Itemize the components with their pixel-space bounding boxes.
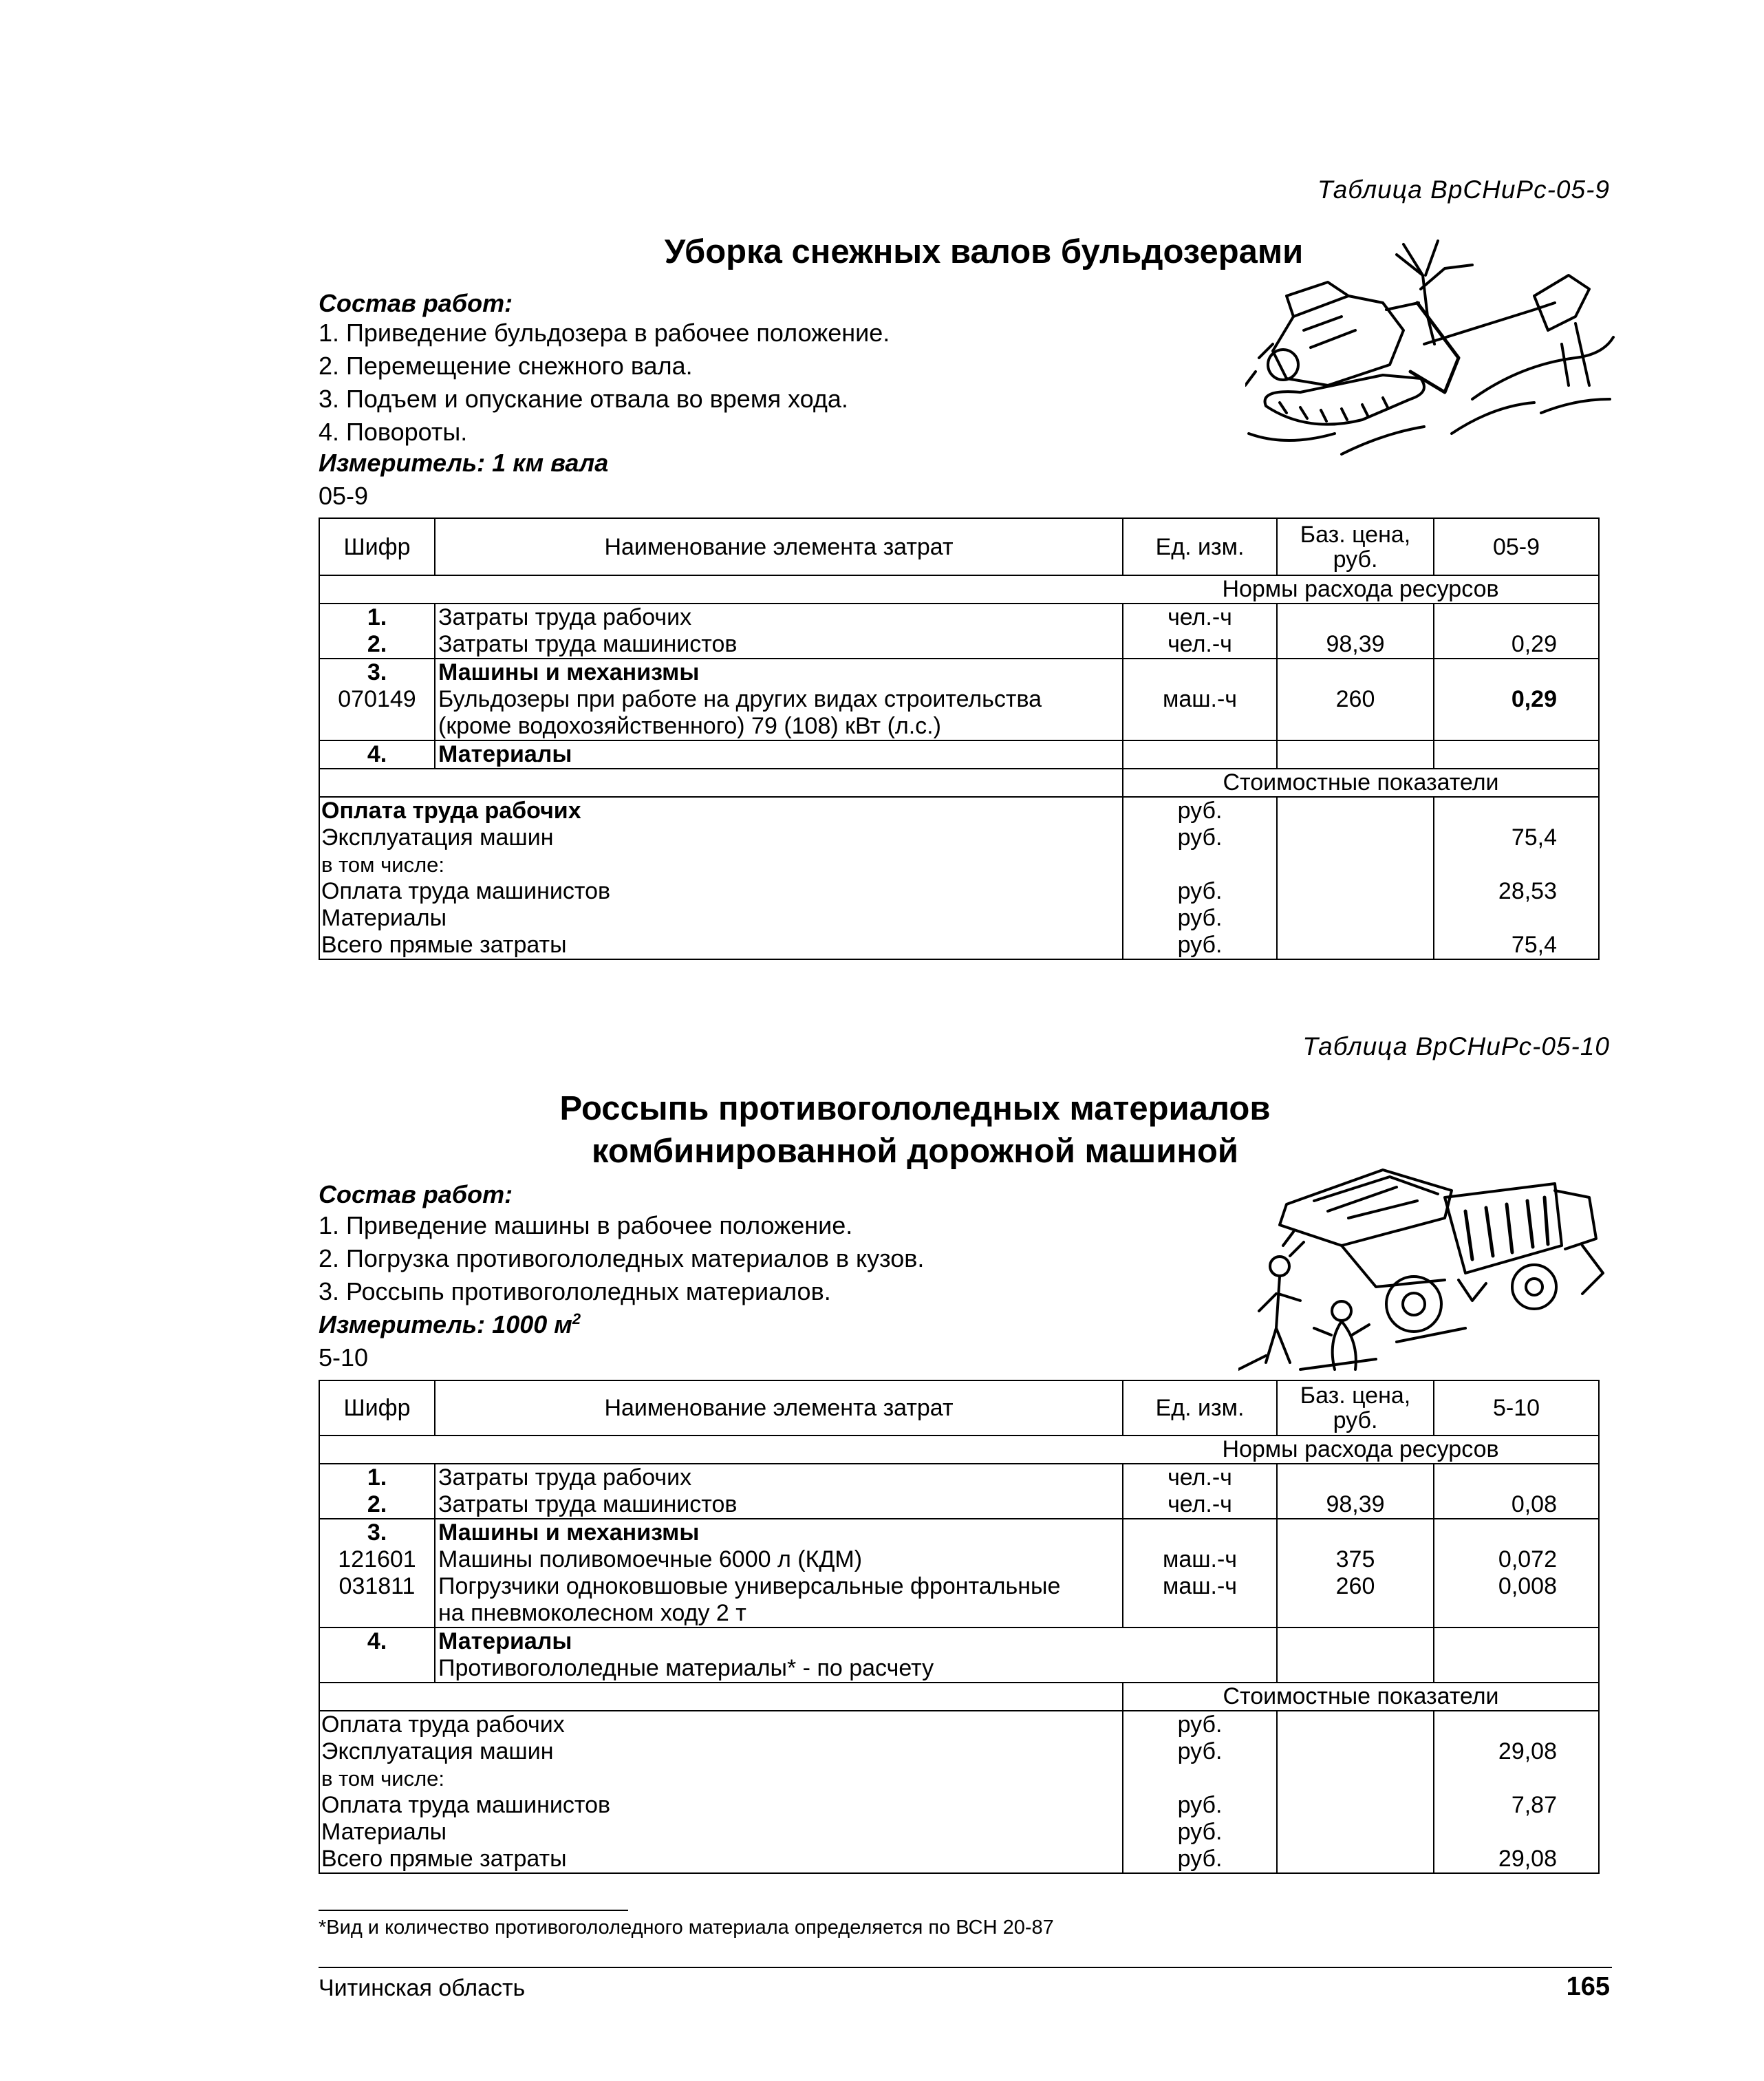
cost-units: руб. руб. руб. руб. руб. [1123, 1711, 1277, 1873]
row-price: 98,39 [1277, 604, 1434, 659]
footer-rule [319, 1967, 1612, 1968]
row-price: 375 260 [1277, 1519, 1434, 1628]
norm-code: 5-10 [319, 1343, 369, 1372]
column-header: Ед. изм. [1123, 1380, 1277, 1436]
column-header: 05-9 [1434, 518, 1599, 575]
column-header [1277, 1380, 1434, 1436]
section-title-line: Россыпь противогололедных материалов [559, 1090, 1271, 1127]
row-number: 1. 2. [319, 1464, 435, 1519]
table-row [319, 1519, 1599, 1628]
section-row [319, 575, 1599, 604]
bulldozer-illustration [1245, 227, 1617, 523]
footnote: *Вид и количество противогололедного материала определяется по ВСН 20-87 [319, 1917, 1054, 1939]
row-value: 0,08 [1434, 1464, 1599, 1519]
table-reference: Таблица ВрСНиРс-05-10 [1302, 1032, 1610, 1060]
row-number: 1. 2. [319, 604, 435, 659]
work-step: 1. Приведение бульдозера в рабочее положение. [319, 319, 890, 347]
section-row [319, 769, 1599, 797]
norms-label: Нормы расхода ресурсов [1123, 575, 1599, 604]
row-name: Машины и механизмы Бульдозеры при работе на других видах строительства (кроме водохозяйственного) 79 (108) кВт (л.с.) [435, 659, 1123, 740]
cost-labels: Оплата труда рабочих Эксплуатация машин в том числе: Оплата труда машинистов Материалы Всего прямые затраты [319, 1711, 1123, 1873]
cost-rows [319, 1711, 1599, 1873]
work-step: 3. Подъем и опускание отвала во время хода. [319, 385, 848, 413]
row-unit: чел.-ч чел.-ч [1123, 604, 1277, 659]
footer-region: Читинская область [319, 1975, 526, 2001]
table-row [319, 659, 1599, 740]
footnote-rule [319, 1910, 628, 1911]
section-title-line: комбинированной дорожной машиной [591, 1133, 1239, 1170]
row-value: 0,29 [1434, 604, 1599, 659]
row-value: 0,072 0,008 [1434, 1519, 1599, 1628]
work-step: 2. Погрузка противогололедных материалов в кузов. [319, 1244, 925, 1272]
norms-label: Нормы расхода ресурсов [1123, 1436, 1599, 1464]
row-name: Затраты труда рабочих Затраты труда машинистов [435, 604, 1123, 659]
row-number: 3. 121601 031811 [319, 1519, 435, 1628]
section-title [495, 1087, 1335, 1173]
work-step: 3. Россыпь противогололедных материалов. [319, 1277, 831, 1305]
row-name: Материалы [435, 740, 1123, 769]
work-composition-label: Состав работ: [319, 289, 513, 317]
row-price: 98,39 [1277, 1464, 1434, 1519]
table-row [319, 604, 1599, 659]
column-header-line: Баз. цена, [1300, 521, 1411, 548]
row-unit: маш.-ч [1123, 659, 1277, 740]
row-value: 0,29 [1434, 659, 1599, 740]
row-name: Затраты труда рабочих Затраты труда машинистов [435, 1464, 1123, 1519]
column-header: Ед. изм. [1123, 518, 1277, 575]
row-unit: маш.-ч маш.-ч [1123, 1519, 1277, 1628]
table-header-row [319, 1380, 1599, 1436]
work-step: 4. Повороты. [319, 418, 468, 446]
cost-values: 29,08 7,87 29,08 [1434, 1711, 1599, 1873]
page-number: 165 [1566, 1972, 1610, 2001]
work-composition-label: Состав работ: [319, 1180, 513, 1208]
cost-label: Стоимостные показатели [1123, 1683, 1599, 1711]
row-number: 3. 070149 [319, 659, 435, 740]
column-header: Шифр [319, 1380, 435, 1436]
cost-rows [319, 797, 1599, 959]
row-unit: чел.-ч чел.-ч [1123, 1464, 1277, 1519]
norm-code: 05-9 [319, 482, 369, 510]
measure-unit: Измеритель: 1 км вала [319, 449, 609, 477]
column-header: Наименование элемента затрат [435, 518, 1123, 575]
cost-labels: Оплата труда рабочих Эксплуатация машин в том числе: Оплата труда машинистов Материалы Всего прямые затраты [319, 797, 1123, 959]
row-number: 4. [319, 740, 435, 769]
table-header-row [319, 518, 1599, 575]
row-name: Материалы Противогололедные материалы* - по расчету [435, 1628, 1277, 1683]
row-name: Машины и механизмы Машины поливомоечные 6000 л (КДМ) Погрузчики одноковшовые универсальные фронтальные на пневмоколесном ходу 2 т [435, 1519, 1123, 1628]
column-header-line: руб. [1333, 1407, 1378, 1433]
table-row [319, 1464, 1599, 1519]
column-header-line: Баз. цена, [1300, 1383, 1411, 1409]
table-row [319, 740, 1599, 769]
work-step: 1. Приведение машины в рабочее положение. [319, 1211, 853, 1239]
work-step: 2. Перемещение снежного вала. [319, 352, 693, 380]
measure-unit: Измеритель: 1000 $м^2$ [319, 1310, 581, 1338]
column-header [1277, 518, 1434, 575]
column-header: Шифр [319, 518, 435, 575]
dump-truck-illustration [1238, 1163, 1610, 1376]
section-row [319, 1683, 1599, 1711]
norms-table [319, 517, 1600, 960]
work-steps-list [319, 317, 890, 449]
column-header-line: руб. [1333, 546, 1378, 573]
column-header: Наименование элемента затрат [435, 1380, 1123, 1436]
row-price: 260 [1277, 659, 1434, 740]
column-header: 5-10 [1434, 1380, 1599, 1436]
work-steps-list [319, 1209, 924, 1308]
row-number: 4. [319, 1628, 435, 1683]
cost-label: Стоимостные показатели [1123, 769, 1599, 797]
norms-table [319, 1380, 1600, 1874]
cost-values: 75,4 28,53 75,4 [1434, 797, 1599, 959]
section-row [319, 1436, 1599, 1464]
table-row [319, 1628, 1599, 1683]
cost-units: руб. руб. руб. руб. руб. [1123, 797, 1277, 959]
section-title: Уборка снежных валов бульдозерами [664, 233, 1304, 270]
table-reference: Таблица ВрСНиРс-05-9 [1317, 175, 1610, 204]
